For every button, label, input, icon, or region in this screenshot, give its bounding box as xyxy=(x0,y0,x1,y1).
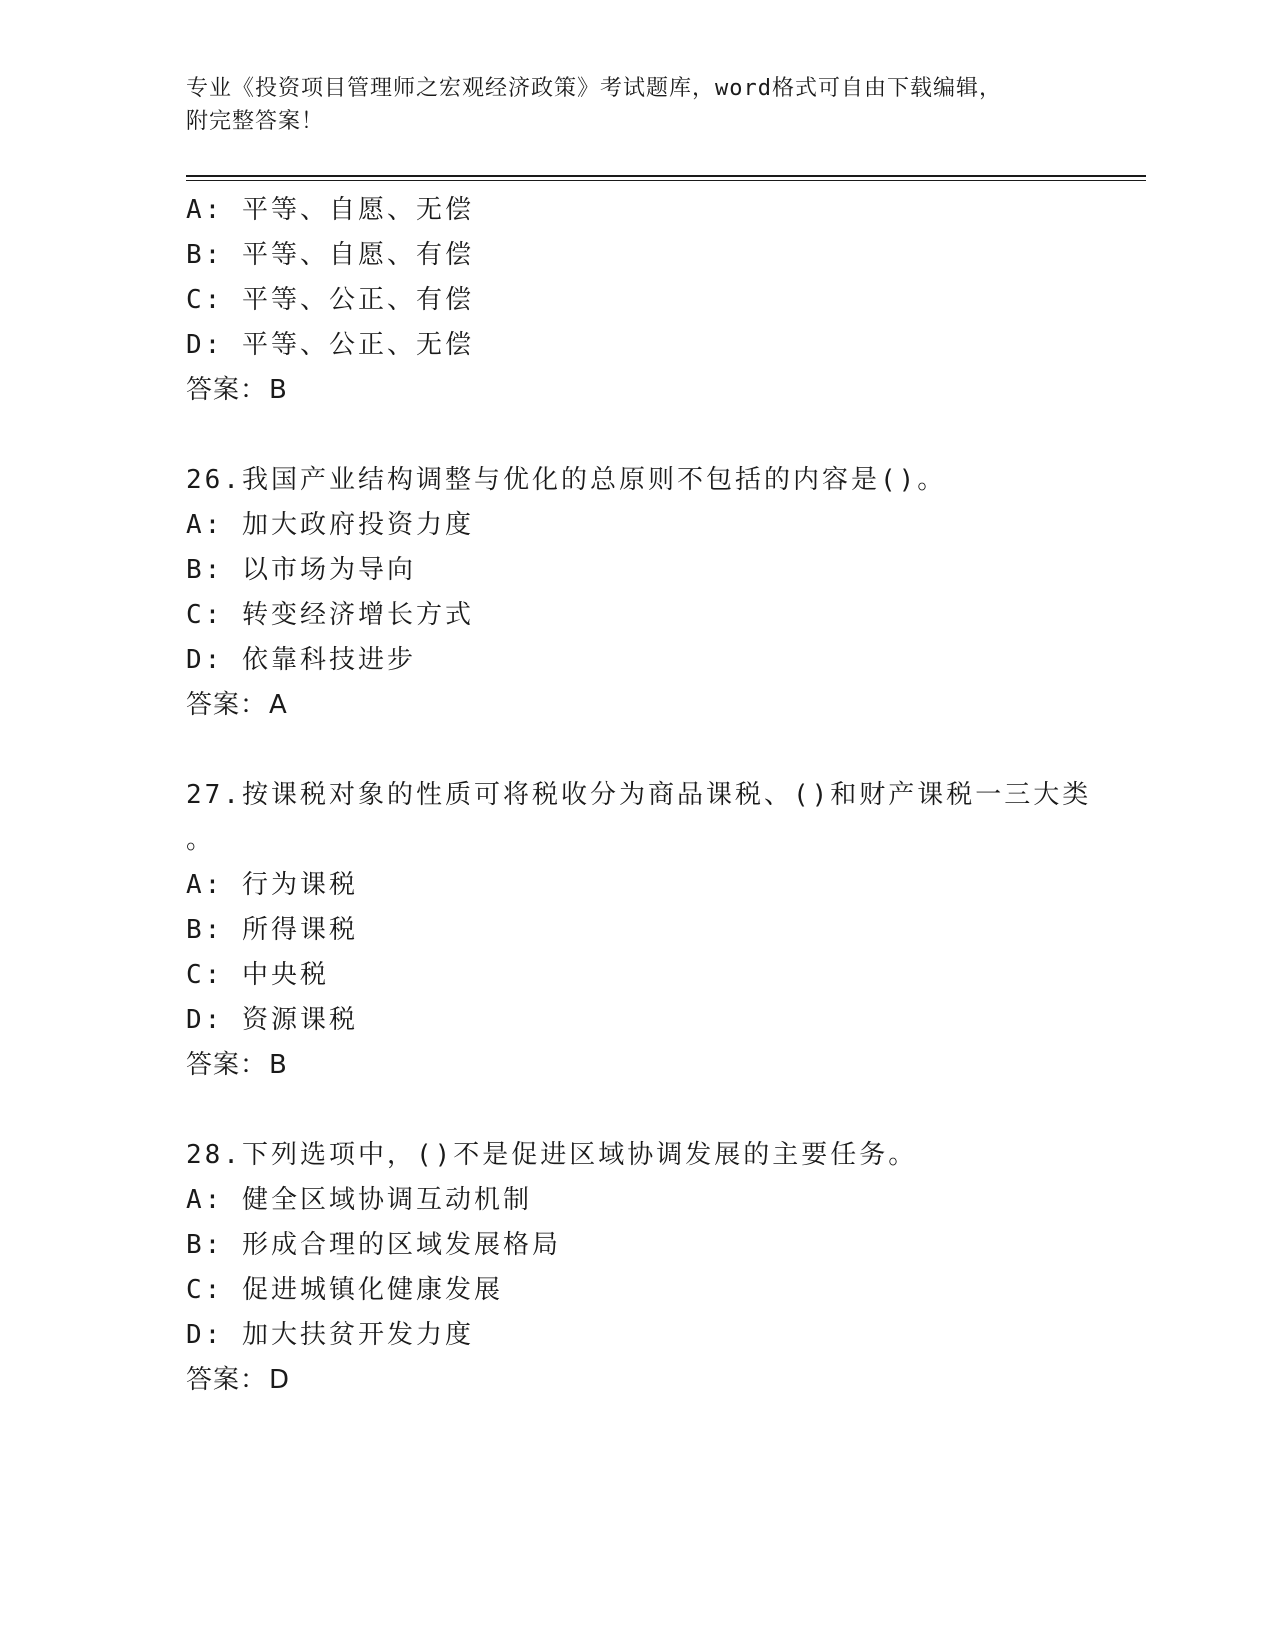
answer-label: 答案： xyxy=(186,375,268,405)
header-line-2: 附完整答案！ xyxy=(186,109,325,134)
answer-line xyxy=(186,683,1086,728)
header-divider-thin xyxy=(186,180,1146,181)
spacer xyxy=(186,413,1086,458)
option-c: C: 转变经济增长方式 xyxy=(186,600,474,630)
option-b: B: 平等、自愿、有偿 xyxy=(186,240,474,270)
question-28 xyxy=(186,1133,1086,1403)
option-a: A: 平等、自愿、无偿 xyxy=(186,195,474,225)
question-text: 27.按课税对象的性质可将税收分为商品课税、()和财产课税一三大类 xyxy=(186,780,1092,810)
answer-value: A xyxy=(269,690,288,720)
question-list xyxy=(186,188,1092,1403)
option-d: D: 加大扶贫开发力度 xyxy=(186,1320,474,1350)
question-text: 28.下列选项中，()不是促进区域协调发展的主要任务。 xyxy=(186,1140,918,1170)
answer-label: 答案： xyxy=(186,1050,268,1080)
answer-value: B xyxy=(269,1050,288,1080)
answer-label: 答案： xyxy=(186,1365,268,1395)
answer-line xyxy=(186,1358,1086,1403)
option-b: B: 以市场为导向 xyxy=(186,555,416,585)
option-b: B: 所得课税 xyxy=(186,915,358,945)
header-line-1: 专业《投资项目管理师之宏观经济政策》考试题库，word格式可自由下载编辑， xyxy=(186,76,1002,101)
answer-label: 答案： xyxy=(186,690,268,720)
header-divider-thick xyxy=(186,175,1146,177)
option-c: C: 平等、公正、有偿 xyxy=(186,285,474,315)
spacer xyxy=(186,1088,1086,1133)
option-d: D: 平等、公正、无偿 xyxy=(186,330,474,360)
option-d: D: 依靠科技进步 xyxy=(186,645,416,675)
answer-line xyxy=(186,1043,1086,1088)
option-c: C: 促进城镇化健康发展 xyxy=(186,1275,503,1305)
option-b: B: 形成合理的区域发展格局 xyxy=(186,1230,561,1260)
option-d: D: 资源课税 xyxy=(186,1005,358,1035)
answer-value: D xyxy=(269,1365,291,1395)
option-a: A: 行为课税 xyxy=(186,870,358,900)
question-27 xyxy=(186,773,1092,1088)
spacer xyxy=(186,728,1086,773)
option-a: A: 加大政府投资力度 xyxy=(186,510,474,540)
question-text: 26.我国产业结构调整与优化的总原则不包括的内容是()。 xyxy=(186,465,947,495)
question-text-continued: 。 xyxy=(186,825,216,855)
answer-value: B xyxy=(269,375,288,405)
option-c: C: 中央税 xyxy=(186,960,329,990)
option-a: A: 健全区域协调互动机制 xyxy=(186,1185,532,1215)
answer-line xyxy=(186,368,1086,413)
document-header xyxy=(186,72,1086,138)
question-25 xyxy=(186,188,1086,413)
question-26 xyxy=(186,458,1086,728)
